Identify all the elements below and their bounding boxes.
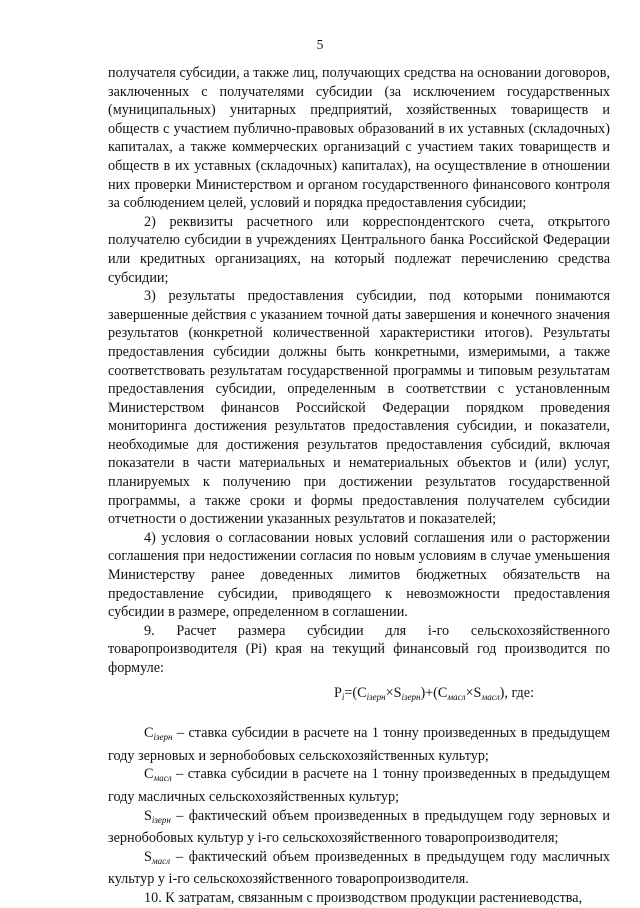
formula-lhs: P <box>333 684 342 701</box>
formula-s2-sub: масл <box>481 691 500 702</box>
paragraph-item-3: 3) результаты предоставления субсидии, под которыми понимаются завершенные действия с указанием точной даты завершения и конечного значения результатов (конкретной количественной характеристики итогов). Результаты предоставления субсидии должны быть конкретными, измеримыми, а также соответствовать результатам государственной программы и типовым результатам предоставления субсидии, определенным в соответствии с установленным Министерством финансов Российской Федерации порядком проведения мониторинга достижения результатов предоставления субсидии, и показатели, необходимые для достижения результатов предоставления субсидий, включая показатели в части материальных и нематериальных объектов и (или) услуг, планируемых к получению при достижении результатов государственной программы, а также сроки и формы предоставления получателем субсидии отчетности о достижении указанных результатов и показателей; <box>108 288 610 528</box>
page-number: 5 <box>316 37 324 52</box>
paragraph-item-4: 4) условия о согласовании новых условий соглашения или о расторжении соглашения при недостижении согласия по новым условиям в случае уменьшения Министерству ранее доведенных лимитов бюджетных обязательств на предоставление субсидии, приводящего к невозможности предоставления субсидии в размере, определенном в соглашении. <box>108 529 610 621</box>
formula-times1: ×S <box>385 684 402 701</box>
paragraph-clause-9: 9. Расчет размера субсидии для i-го сельскохозяйственного товаропроизводителя (Pi) края на текущий финансовый год производится по формуле: <box>108 622 610 676</box>
page-content <box>108 64 610 908</box>
paragraph-continuation: получателя субсидии, а также лиц, получающих средства на основании договоров, заключенных с получателями субсидии (за исключением государственных (муниципальных) унитарных предприятий, хозяйственных товариществ и обществ с участием публично-правовых образований в их уставных (складочных) капиталах, а также коммерческих организаций с участием таких товариществ и обществ в их уставных (складочных) капиталах), на осуществление в отношении них проверки Министерством и органом государственного финансового контроля за соблюдением целей, условий и порядка предоставления субсидии; <box>108 65 610 212</box>
formula-lhs-sub: i <box>341 691 345 702</box>
formula-c2-sub: масл <box>447 691 466 702</box>
subsidy-formula <box>108 684 610 707</box>
formula-mid: )+(С <box>420 684 448 701</box>
paragraph-item-2: 2) реквизиты расчетного или корреспондентского счета, открытого получателю субсидии в учреждениях Центрального банка Российской Федерации или кредитных организациях, на который подлежат перечислению средства субсидии; <box>108 213 610 286</box>
formula-eq: =(С <box>344 684 367 701</box>
formula-tail: ), где: <box>499 684 535 701</box>
definition-c-grain: $С_{iзерн}$ – ставка субсидии в расчете на 1 тонну произведенных в предыдущем году зерновых и зернобобовых сельскохозяйственных культур; <box>108 725 610 764</box>
paragraph-clause-10: 10. К затратам, связанным с производством продукции растениеводства, <box>144 889 583 906</box>
formula-s1-sub: iзерн <box>401 691 421 702</box>
formula-c1-sub: iзерн <box>366 691 386 702</box>
formula-times2: ×S <box>465 684 482 701</box>
definition-c-oil: $С_{масл}$ – ставка субсидии в расчете на 1 тонну произведенных в предыдущем году масличных сельскохозяйственных культур; <box>108 766 610 805</box>
definition-s-grain: $S_{iзерн}$ – фактический объем произведенных в предыдущем году зерновых и зернобобовых культур у i-го сельскохозяйственного товаропроизводителя; <box>108 807 610 847</box>
definition-s-oil: $S_{масл}$ – фактический объем произведенных в предыдущем году масличных культур у i-го сельскохозяйственного товаропроизводителя. <box>108 848 610 888</box>
